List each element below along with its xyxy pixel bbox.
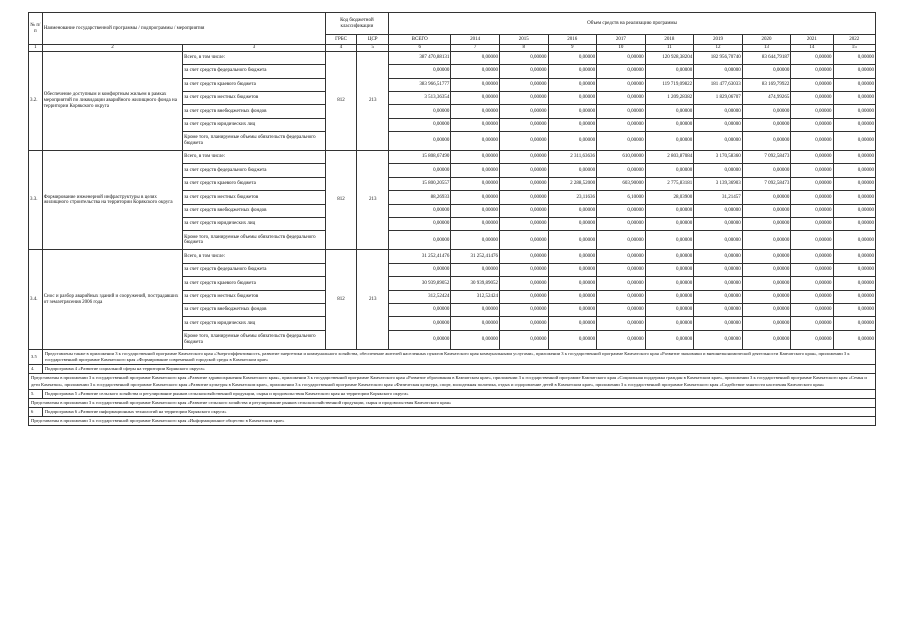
amount-cell: 0,00000 (791, 177, 833, 190)
amount-cell: 0,00000 (548, 118, 597, 131)
amount-cell: 0,00000 (548, 78, 597, 91)
amount-cell: 2 311,63636 (548, 151, 597, 164)
amount-cell: 0,00000 (694, 263, 743, 276)
amount-cell: 23,11636 (548, 191, 597, 204)
amount-cell: 31 252,41476 (389, 250, 451, 263)
amount-cell: 0,00000 (499, 250, 548, 263)
header-year: 2018 (645, 35, 694, 45)
note-number: 4. (29, 365, 43, 374)
amount-cell: 1 829,06707 (694, 91, 743, 104)
amount-cell: 0,00000 (645, 304, 694, 317)
amount-cell: 0,00000 (499, 164, 548, 177)
amount-cell: 0,00000 (451, 105, 500, 118)
amount-cell: 0,00000 (791, 164, 833, 177)
amount-cell: 0,00000 (451, 132, 500, 151)
amount-cell: 0,00000 (791, 132, 833, 151)
budget-table-sheet (28, 12, 876, 426)
column-index-row (29, 45, 876, 52)
amount-cell: 83 169,79922 (742, 78, 791, 91)
amount-cell: 0,00000 (645, 317, 694, 330)
amount-cell: 0,00000 (597, 91, 646, 104)
amount-cell: 0,00000 (597, 290, 646, 303)
amount-cell: 0,00000 (791, 317, 833, 330)
table-row (29, 51, 876, 64)
amount-cell: 3 139,36903 (694, 177, 743, 190)
funding-source-label: за счет средств внебюджетных фондов (183, 304, 326, 317)
amount-cell: 0,00000 (645, 290, 694, 303)
amount-cell: 3 513,36354 (389, 91, 451, 104)
amount-cell: 0,00000 (548, 105, 597, 118)
amount-cell: 88,26933 (389, 191, 451, 204)
amount-cell: 0,00000 (694, 164, 743, 177)
amount-cell: 0,00000 (389, 330, 451, 349)
col-index: 9 (548, 45, 597, 52)
amount-cell: 0,00000 (499, 277, 548, 290)
amount-cell: 0,00000 (451, 51, 500, 64)
amount-cell: 0,00000 (548, 164, 597, 177)
amount-cell: 0,00000 (791, 304, 833, 317)
funding-source-label: Всего, в том числе: (183, 250, 326, 263)
amount-cell: 181 477,63033 (694, 78, 743, 91)
header-total: ВСЕГО (389, 35, 451, 45)
note-number: 3.5 (29, 349, 43, 364)
amount-cell: 0,00000 (451, 78, 500, 91)
amount-cell: 0,00000 (597, 317, 646, 330)
col-index: 12 (694, 45, 743, 52)
amount-cell: 0,00000 (833, 118, 875, 131)
amount-cell: 0,00000 (694, 277, 743, 290)
note-text: Представлены также в приложении 3 к государственной программе Камчатского края «Энергоэффективность, развитие энергетики и коммунального хозяйства, обеспечение жителей населенных пунктов Камчатского края коммунальными услугами», приложении 3 к государственной программе Камчатского края «Развитие экономики и внешнеэкономической деятельности Камчатского края», приложении 3 к государственной программе Камчатского края «Формирование современной городской среды в Камчатском крае» (42, 349, 875, 364)
amount-cell: 0,00000 (389, 132, 451, 151)
header-code-group: Код бюджетной классификации (325, 13, 388, 35)
amount-cell: 0,00000 (548, 218, 597, 231)
amount-cell: 0,00000 (499, 177, 548, 190)
amount-cell: 0,00000 (499, 151, 548, 164)
amount-cell: 0,00000 (597, 118, 646, 131)
amount-cell: 0,00000 (548, 51, 597, 64)
col-index: 13 (742, 45, 791, 52)
amount-cell: 0,00000 (548, 91, 597, 104)
amount-cell: 0,00000 (451, 118, 500, 131)
amount-cell: 3 170,58360 (694, 151, 743, 164)
amount-cell: 0,00000 (833, 263, 875, 276)
amount-cell: 0,00000 (548, 132, 597, 151)
note-number: 5. (29, 389, 43, 398)
funding-source-label: за счет средств местных бюджетов (183, 91, 326, 104)
csr-code: 213 (357, 51, 389, 150)
amount-cell: 2 775,83181 (645, 177, 694, 190)
amount-cell: 0,00000 (548, 277, 597, 290)
amount-cell: 0,00000 (499, 105, 548, 118)
col-index: 1 (29, 45, 43, 52)
amount-cell: 0,00000 (694, 231, 743, 250)
amount-cell: 603,90000 (597, 177, 646, 190)
funding-source-label: Всего, в том числе: (183, 51, 326, 64)
funding-source-label: за счет средств федерального бюджета (183, 65, 326, 78)
amount-cell: 0,00000 (791, 65, 833, 78)
amount-cell: 0,00000 (742, 290, 791, 303)
amount-cell: 0,00000 (833, 204, 875, 217)
funding-source-label: Всего, в том числе: (183, 151, 326, 164)
amount-cell: 0,00000 (645, 164, 694, 177)
amount-cell: 0,00000 (694, 290, 743, 303)
amount-cell: 28,03900 (645, 191, 694, 204)
amount-cell: 83 644,79187 (742, 51, 791, 64)
note-text: Подпрограмма 4 «Развитие социальной сферы на территории Корякского округа» (42, 365, 875, 374)
amount-cell: 0,00000 (548, 204, 597, 217)
grbs-code: 812 (325, 151, 357, 250)
amount-cell: 0,00000 (833, 191, 875, 204)
amount-cell: 0,00000 (499, 132, 548, 151)
amount-cell: 0,00000 (791, 191, 833, 204)
amount-cell: 0,00000 (499, 218, 548, 231)
amount-cell: 0,00000 (389, 164, 451, 177)
amount-cell: 0,00000 (451, 164, 500, 177)
amount-cell: 0,00000 (742, 65, 791, 78)
amount-cell: 383 966,51777 (389, 78, 451, 91)
measure-title: Обеспечение доступным и комфортным жильем в рамках мероприятий по ликвидации аварийного жилищного фонда на территории Корякского округа (42, 51, 182, 150)
amount-cell: 0,00000 (833, 132, 875, 151)
note-text: Подпрограмма 5 «Развитие сельского хозяйства и регулирование рынков сельскохозяйственной продукции, сырья и продовольствия Камчатского края на территории Корякского округа» (42, 389, 875, 398)
amount-cell: 0,00000 (833, 304, 875, 317)
amount-cell: 0,00000 (694, 132, 743, 151)
note-row (29, 365, 876, 374)
amount-cell: 0,00000 (833, 250, 875, 263)
amount-cell: 0,00000 (499, 65, 548, 78)
amount-cell: 610,00000 (597, 151, 646, 164)
amount-cell: 0,00000 (742, 132, 791, 151)
amount-cell: 15 808,67490 (389, 151, 451, 164)
amount-cell: 0,00000 (742, 317, 791, 330)
amount-cell: 312,52424 (389, 290, 451, 303)
col-index: 5 (357, 45, 389, 52)
amount-cell: 0,00000 (645, 118, 694, 131)
amount-cell: 6,10000 (597, 191, 646, 204)
amount-cell: 0,00000 (389, 105, 451, 118)
note-row (29, 389, 876, 398)
note-row (29, 417, 876, 426)
amount-cell: 0,00000 (791, 105, 833, 118)
header-year: 2017 (597, 35, 646, 45)
amount-cell: 0,00000 (645, 263, 694, 276)
amount-cell: 0,00000 (742, 330, 791, 349)
amount-cell: 0,00000 (645, 277, 694, 290)
header-year: 2014 (451, 35, 500, 45)
amount-cell: 0,00000 (791, 330, 833, 349)
amount-cell: 0,00000 (791, 118, 833, 131)
funding-source-label: за счет средств юридических лиц (183, 317, 326, 330)
col-index: 3 (183, 45, 326, 52)
amount-cell: 0,00000 (791, 151, 833, 164)
funding-source-label: за счет средств юридических лиц (183, 218, 326, 231)
csr-code: 213 (357, 151, 389, 250)
amount-cell: 182 956,70740 (694, 51, 743, 64)
amount-cell: 0,00000 (694, 304, 743, 317)
header-name: Наименование государственной программы / подпрограммы / мероприятия (42, 13, 325, 45)
col-index: 6 (389, 45, 451, 52)
amount-cell: 0,00000 (791, 231, 833, 250)
note-number: 6 (29, 408, 43, 417)
amount-cell: 0,00000 (451, 330, 500, 349)
amount-cell: 0,00000 (548, 290, 597, 303)
amount-cell: 0,00000 (499, 118, 548, 131)
amount-cell: 0,00000 (791, 51, 833, 64)
csr-code: 213 (357, 250, 389, 349)
table-row (29, 151, 876, 164)
amount-cell: 0,00000 (833, 177, 875, 190)
amount-cell: 0,00000 (833, 51, 875, 64)
measure-title: Снос и разбор аварийных зданий и сооружений, пострадавших от землетрясения 2006 года (42, 250, 182, 349)
amount-cell: 0,00000 (694, 218, 743, 231)
amount-cell: 0,00000 (499, 317, 548, 330)
amount-cell: 0,00000 (694, 250, 743, 263)
header-year: 2021 (791, 35, 833, 45)
amount-cell: 0,00000 (499, 290, 548, 303)
col-index: 8 (499, 45, 548, 52)
funding-source-label: за счет средств внебюджетных фондов (183, 204, 326, 217)
amount-cell: 474,99265 (742, 91, 791, 104)
amount-cell: 0,00000 (694, 204, 743, 217)
row-number: 3.4. (29, 250, 43, 349)
amount-cell: 0,00000 (499, 51, 548, 64)
amount-cell: 0,00000 (389, 218, 451, 231)
amount-cell: 0,00000 (645, 330, 694, 349)
amount-cell: 0,00000 (694, 118, 743, 131)
amount-cell: 0,00000 (791, 263, 833, 276)
table-body (29, 13, 876, 426)
funding-source-label: за счет средств краевого бюджета (183, 177, 326, 190)
amount-cell: 0,00000 (597, 204, 646, 217)
header-grbs: ГРБС (325, 35, 357, 45)
amount-cell: 120 928,38204 (645, 51, 694, 64)
funding-source-label: Кроме того, планируемые объемы обязательств федерального бюджета (183, 132, 326, 151)
amount-cell: 0,00000 (694, 65, 743, 78)
amount-cell: 0,00000 (694, 317, 743, 330)
header-csr: ЦСР (357, 35, 389, 45)
amount-cell: 30 939,89052 (451, 277, 500, 290)
amount-cell: 0,00000 (645, 231, 694, 250)
amount-cell: 7 092,58473 (742, 177, 791, 190)
amount-cell: 0,00000 (499, 304, 548, 317)
amount-cell: 0,00000 (451, 65, 500, 78)
amount-cell: 0,00000 (499, 231, 548, 250)
amount-cell: 0,00000 (742, 191, 791, 204)
amount-cell: 0,00000 (833, 330, 875, 349)
amount-cell: 0,00000 (597, 263, 646, 276)
note-row (29, 398, 876, 407)
col-index: 14 (791, 45, 833, 52)
amount-cell: 0,00000 (451, 218, 500, 231)
measure-title: Формирование инженерной инфраструктуры в целях жилищного строительства на территории Корякского округа (42, 151, 182, 250)
amount-cell: 119 719,09822 (645, 78, 694, 91)
amount-cell: 2 803,87084 (645, 151, 694, 164)
funding-source-label: Кроме того, планируемые объемы обязательств федерального бюджета (183, 330, 326, 349)
amount-cell: 0,00000 (791, 250, 833, 263)
amount-cell: 1 209,28382 (645, 91, 694, 104)
amount-cell: 0,00000 (451, 204, 500, 217)
header-year: 2015 (499, 35, 548, 45)
amount-cell: 0,00000 (389, 231, 451, 250)
amount-cell: 0,00000 (791, 204, 833, 217)
amount-cell: 0,00000 (833, 290, 875, 303)
amount-cell: 0,00000 (389, 204, 451, 217)
amount-cell: 0,00000 (451, 317, 500, 330)
amount-cell: 0,00000 (597, 105, 646, 118)
header-num: № п/п (29, 13, 43, 45)
col-index: 11 (645, 45, 694, 52)
col-index: 10 (597, 45, 646, 52)
amount-cell: 0,00000 (833, 105, 875, 118)
funding-source-label: за счет средств местных бюджетов (183, 290, 326, 303)
header-year: 2022 (833, 35, 875, 45)
col-index: 15 (833, 45, 875, 52)
amount-cell: 0,00000 (645, 65, 694, 78)
amount-cell: 0,00000 (742, 105, 791, 118)
amount-cell: 0,00000 (451, 263, 500, 276)
amount-cell: 0,00000 (548, 250, 597, 263)
amount-cell: 0,00000 (548, 263, 597, 276)
funding-source-label: за счет средств юридических лиц (183, 118, 326, 131)
amount-cell: 0,00000 (548, 65, 597, 78)
funding-source-label: за счет средств федерального бюджета (183, 164, 326, 177)
amount-cell: 0,00000 (548, 304, 597, 317)
amount-cell: 387 470,88131 (389, 51, 451, 64)
amount-cell: 0,00000 (451, 191, 500, 204)
amount-cell: 0,00000 (597, 164, 646, 177)
note-row (29, 349, 876, 364)
amount-cell: 0,00000 (597, 132, 646, 151)
header-year: 2020 (742, 35, 791, 45)
amount-cell: 0,00000 (645, 204, 694, 217)
amount-cell: 0,00000 (451, 231, 500, 250)
amount-cell: 0,00000 (389, 263, 451, 276)
amount-cell: 0,00000 (499, 191, 548, 204)
header-year: 2016 (548, 35, 597, 45)
funding-source-label: за счет средств местных бюджетов (183, 191, 326, 204)
note-text: Представлены в приложении 3 к государственной программе Камчатского края «Развитие здравоохранения Камчатского края», приложении 3 к государственной программе Камчатского края «Развитие образования в Камчатском крае», приложении 3 к государственной программе Камчатского края «Социальная поддержка граждан в Камчатском крае», приложении 3 к государственной программе Камчатского края «Семья и дети Камчатки», приложении 3 к государственной программе Камчатского края «Развитие культуры в Камчатском крае», приложении 3 к государственной программе Камчатского края «Физическая культура, спорт, молодежная политика, отдых и оздоровление детей в Камчатском крае», приложении 3 к государственной программе Камчатского края «Содействие занятости населения Камчатского края» (29, 374, 876, 389)
col-index: 2 (42, 45, 182, 52)
funding-source-label: Кроме того, планируемые объемы обязательств федерального бюджета (183, 231, 326, 250)
amount-cell: 30 939,89052 (389, 277, 451, 290)
note-text: Подпрограмма 6 «Развитие информационных технологий на территории Корякского округа» (42, 408, 875, 417)
amount-cell: 0,00000 (548, 317, 597, 330)
amount-cell: 2 288,52000 (548, 177, 597, 190)
amount-cell: 0,00000 (742, 231, 791, 250)
row-number: 3.3. (29, 151, 43, 250)
row-number: 3.2. (29, 51, 43, 150)
amount-cell: 0,00000 (548, 330, 597, 349)
amount-cell: 0,00000 (597, 231, 646, 250)
amount-cell: 0,00000 (645, 218, 694, 231)
funding-source-label: за счет средств краевого бюджета (183, 277, 326, 290)
grbs-code: 812 (325, 250, 357, 349)
amount-cell: 0,00000 (833, 164, 875, 177)
amount-cell: 0,00000 (742, 250, 791, 263)
amount-cell: 0,00000 (645, 105, 694, 118)
amount-cell: 0,00000 (499, 91, 548, 104)
amount-cell: 0,00000 (791, 218, 833, 231)
amount-cell: 0,00000 (451, 91, 500, 104)
amount-cell: 0,00000 (742, 304, 791, 317)
col-index: 4 (325, 45, 357, 52)
header-year: 2019 (694, 35, 743, 45)
amount-cell: 0,00000 (791, 78, 833, 91)
amount-cell: 0,00000 (499, 330, 548, 349)
amount-cell: 0,00000 (389, 118, 451, 131)
amount-cell: 0,00000 (597, 78, 646, 91)
grbs-code: 812 (325, 51, 357, 150)
amount-cell: 0,00000 (645, 132, 694, 151)
amount-cell: 0,00000 (389, 304, 451, 317)
amount-cell: 0,00000 (597, 218, 646, 231)
budget-table (28, 12, 876, 426)
amount-cell: 0,00000 (451, 151, 500, 164)
amount-cell: 0,00000 (833, 151, 875, 164)
table-row (29, 250, 876, 263)
amount-cell: 31,21457 (694, 191, 743, 204)
amount-cell: 0,00000 (597, 250, 646, 263)
amount-cell: 0,00000 (791, 91, 833, 104)
amount-cell: 312,52424 (451, 290, 500, 303)
amount-cell: 0,00000 (597, 277, 646, 290)
amount-cell: 0,00000 (742, 204, 791, 217)
amount-cell: 0,00000 (833, 65, 875, 78)
amount-cell: 0,00000 (451, 304, 500, 317)
amount-cell: 0,00000 (694, 330, 743, 349)
amount-cell: 0,00000 (742, 263, 791, 276)
col-index: 7 (451, 45, 500, 52)
amount-cell: 0,00000 (791, 277, 833, 290)
amount-cell: 0,00000 (597, 330, 646, 349)
amount-cell: 31 252,41476 (451, 250, 500, 263)
amount-cell: 0,00000 (742, 218, 791, 231)
amount-cell: 0,00000 (742, 118, 791, 131)
amount-cell: 0,00000 (833, 231, 875, 250)
note-text: Представлены в приложении 3 к государственной программе Камчатского края «Информационное общество в Камчатском крае» (29, 417, 876, 426)
funding-source-label: за счет средств федерального бюджета (183, 263, 326, 276)
amount-cell: 0,00000 (389, 317, 451, 330)
amount-cell: 0,00000 (548, 231, 597, 250)
amount-cell: 0,00000 (833, 91, 875, 104)
amount-cell: 0,00000 (645, 250, 694, 263)
amount-cell: 0,00000 (597, 304, 646, 317)
amount-cell: 0,00000 (597, 51, 646, 64)
amount-cell: 15 800,20557 (389, 177, 451, 190)
note-text: Представлены в приложении 3 к государственной программе Камчатского края «Развитие сельского хозяйства и регулирование рынков сельскохозяйственной продукции, сырья и продовольствия Камчатского края» (29, 398, 876, 407)
note-row (29, 408, 876, 417)
amount-cell: 0,00000 (499, 263, 548, 276)
amount-cell: 0,00000 (791, 290, 833, 303)
amount-cell: 0,00000 (597, 65, 646, 78)
note-row (29, 374, 876, 389)
funding-source-label: за счет средств краевого бюджета (183, 78, 326, 91)
amount-cell: 0,00000 (833, 78, 875, 91)
amount-cell: 0,00000 (694, 105, 743, 118)
amount-cell: 0,00000 (833, 277, 875, 290)
amount-cell: 0,00000 (742, 277, 791, 290)
amount-cell: 0,00000 (499, 78, 548, 91)
amount-cell: 0,00000 (451, 177, 500, 190)
amount-cell: 0,00000 (742, 164, 791, 177)
amount-cell: 0,00000 (833, 218, 875, 231)
amount-cell: 0,00000 (499, 204, 548, 217)
amount-cell: 0,00000 (389, 65, 451, 78)
header-volume-group: Объем средств на реализацию программы (389, 13, 876, 35)
amount-cell: 7 092,58473 (742, 151, 791, 164)
funding-source-label: за счет средств внебюджетных фондов (183, 105, 326, 118)
amount-cell: 0,00000 (833, 317, 875, 330)
